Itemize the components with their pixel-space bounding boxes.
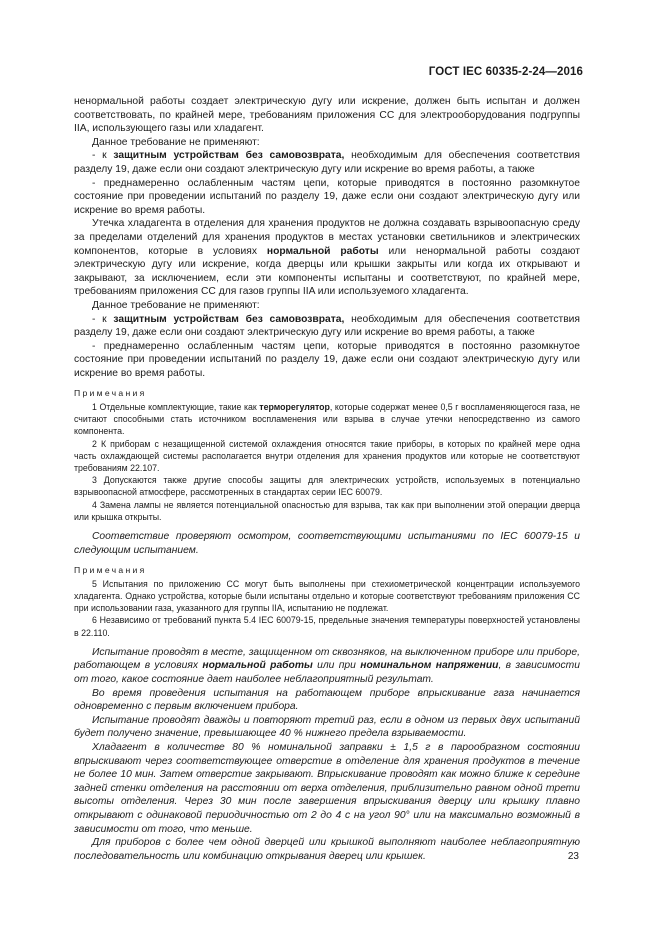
note-item: 4 Замена лампы не является потенциальной опасностью для взрыва, так как при выполнении этой операции дверца или крышка открыты. [74,499,580,522]
bold-term: номинальном напряжении [360,660,499,672]
paragraph: ненормальной работы создает электрическую дугу или искрение, должен быть испытан и должен соответствовать, по крайней мере, требованиям приложения СС для электрооборудования подгруппы IIA, использующего газы или хладагент. [74,96,580,135]
test-paragraph: Для приборов с более чем одной дверцей или крышкой выполняют наиболее неблагоприятную последовательность или комбинацию открывания дверец или крышек. [74,837,580,862]
note-item: 6 Независимо от требований пункта 5.4 IEC 60079-15, предельные значения температуры поверхностей установлены в 22.110. [74,615,580,638]
bold-term: защитным устройствам без самовозврата, [113,313,345,325]
note-item: 1 Отдельные комплектующие, такие как терморегулятор, которые содержат менее 0,5 г воспламеняющегося газа, не считают способными стать источником воспламенения или взрыва в случае утечки непосредственно из самого компонента. [74,402,580,437]
paragraph: Данное требование не применяют: [92,299,260,311]
list-item: - преднамеренно ослабленным частям цепи, которые приводятся в постоянно разомкнутое состояние при проведении испытаний по разделу 19, даже если они создают электрическую дугу или искрение во время работы. [74,340,580,379]
notes-heading: Примечания [74,565,147,576]
standard-header: ГОСТ IEC 60335-2-24—2016 [428,66,583,78]
list-item: - к защитным устройствам без самовозврата, необходимым для обеспечения соответствия разделу 19, даже если они создают электрическую дугу или искрение во время работы, а также [74,150,581,175]
bold-term: защитным устройствам без самовозврата, [113,150,345,162]
list-item: - к защитным устройствам без самовозврата, необходимым для обеспечения соответствия разделу 19, даже если они создают электрическую дугу или искрение во время работы, а также [74,313,581,339]
note-item: 2 К приборам с незащищенной системой охлаждения относятся такие приборы, в которых по крайней мере одна часть охлаждающей системы располагается внутри отделения для хранения продуктов или которые не соответствуют требованиям 22.107. [74,438,580,474]
document-body [74,95,580,863]
note-item: 5 Испытания по приложению СС могут быть выполнены при стехиометрической концентрации используемого хладагента. Однако устройства, которые были испытаны отдельно и которые соответствуют требованиям приложения СС при использовании газа, указанного для группы IIA, испытанию не подлежат. [74,578,580,614]
compliance-statement: Соответствие проверяют осмотром, соответствующими испытаниями по IEC 60079-15 и следующим испытанием. [74,531,580,556]
test-paragraph: Испытание проводят дважды и повторяют третий раз, если в одном из первых двух испытаний будет получено значение, превышающее 40 % нижнего предела взрываемости. [74,714,580,740]
bold-term: терморегулятор [259,402,330,413]
paragraph: Данное требование не применяют: [92,136,260,148]
page-number: 23 [567,851,579,862]
bold-term: нормальной работы [266,245,379,257]
notes-heading: Примечания [74,388,147,399]
test-paragraph: Во время проведения испытания на работающем приборе впрыскивание газа начинается одновременно с первым включением прибора. [74,687,580,713]
paragraph: Утечка хладагента в отделения для хранения продуктов не должна создавать взрывоопасную среду за пределами отделений для хранения продуктов в местах установки светильников и электрических компонентов, которые в условиях нормальной работы или ненормальной работы создают электрическую дугу или искрение, когда дверцы или крышки закрыты или когда их открывают и закрывают, за исключением, если эти компоненты испытаны и соответствуют, по крайней мере, требованиям приложения СС для газов группы IIA или используемого хладагента. [74,218,580,298]
test-paragraph: Испытание проводят в месте, защищенном от сквозняков, на выключенном приборе или приборе, работающем в условиях нормальной работы или при номинальном напряжении, в зависимости от того, какое состояние дает наиболее неблагоприятный результат. [74,646,580,686]
note-item: 3 Допускаются также другие способы защиты для электрических устройств, используемых в потенциально взрывоопасной атмосфере, рассмотренных в стандартах серии IEC 60079. [74,475,580,498]
test-paragraph: Хладагент в количестве 80 % номинальной заправки ± 1,5 г в парообразном состоянии впрыскивают через соответствующее отверстие в отделение для хранения продуктов в течение не более 10 мин. Затем отверстие закрывают. Впрыскивание проводят как можно ближе к середине задней стенки отделения на расстоянии от верха отделения, приблизительно равном одной трети высоты отделения. Через 30 мин после завершения впрыскивания дверцу или крышку плавно открывают с одинаковой периодичностью от 2 до 4 с на угол 90° или на максимально возможный в зависимости от того, что меньше. [74,742,580,835]
bold-term: нормальной работы [202,660,313,672]
list-item: - преднамеренно ослабленным частям цепи, которые приводятся в постоянно разомкнутое состояние при проведении испытаний по разделу 19, даже если они создают электрическую дугу или искрение во время работы. [74,177,580,216]
